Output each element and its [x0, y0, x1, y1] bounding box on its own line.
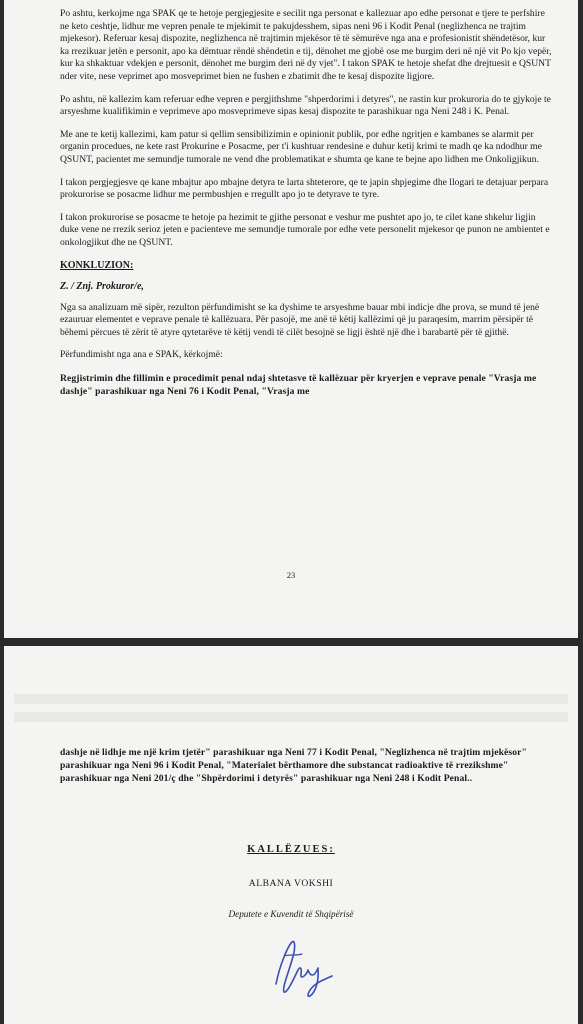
paragraph-spak-negligence: Po ashtu, kerkojme nga SPAK qe te hetoje pergjegjesite e secilit nga personat e kallezuar apo edhe personat e tjere te perfshire ne keto ceshtje, lidhur me vepren penale te mjekimit te pakujdesshem, sipas neni 96 i Kodit Penal (neglizhenca ne trajtim mjekesor). Referuar kesaj dispozite, neglizhenca në trajtimin mjekësor të të sëmurëve nga ana e profesionistit shëndetësor, kur ka rrezikuar jetën e personit, apo ka dëmtuar rëndë shëndetin e tij, dënohet me gjobë ose me burgim deri në një vit Po kjo vepër, kur ka shkaktuar vdekjen e personit, dënohet me burgim deri në dy vjet". I takon SPAK te hetoje shefat dhe drejtuesit e QSUNT nder vite, nese veprimet apo mosveprimet bien ne fushen e zbatimit dhe te kesaj dispozite ligjore. [60, 8, 552, 82]
request-intro: Përfundimisht nga ana e SPAK, kërkojmë: [60, 349, 223, 361]
signer-title: KALLËZUES: [247, 844, 335, 855]
paragraph-public-awareness: Me ane te ketij kallezimi, kam patur si qellim sensibilizimin e opinionit publik, por edhe ngritjen e kambanes se alarmit per organin procedues, ne kete rast Prokurine e Posacme, per t'i kushtuar rendesine e duhur ketij krimi te madh qe ka ndodhur me QSUNT, pacientet me semundje tumorale ne vend dhe problematikat e shumta qe kane te bejne apo lidhen me Onkoligjikun. [60, 128, 542, 165]
conclusion-heading: KONKLUZION: [60, 259, 134, 271]
paragraph-investigate-all: I takon prokurorise se posacme te hetoje pa hezimit te gjithe personat e veshur me pushtet apo jo, te cilet kane shkelur ligjin duke vene ne rrezik serioz jeten e pacienteve me semundje tumorale por edhe vete personelit mjekesor qe punon ne ambientet e onkologjikut dhe ne QSUNT. [60, 211, 550, 248]
bleed-through-line [14, 694, 568, 704]
page-number: 23 [286, 570, 296, 580]
paragraph-abuse-of-office: Po ashtu, në kallezim kam referuar edhe vepren e pergjithshme "shperdorimi i detyres", ne rastin kur prokuroria do te gjykoje te arsyeshme kualifikimin e veprimeve apo mosveprimeve sipas kesaj dispozite te parashikuar nga Neni 248 i K. Penal. [60, 93, 551, 118]
paragraph-officials-accountability: I takon pergjegjesve qe kane mbajtur apo mbajne detyra te larta shteterore, qe te japin shpjegime dhe llogari te detajuar perpara prokurorise se posacme lidhur me permbushjen e rregullt apo jo te detyrave te tyre. [60, 176, 549, 201]
document-page-24 [4, 646, 578, 1024]
signer-name: ALBANA VOKSHI [248, 878, 334, 889]
request-bold-paragraph: Regjistrimin dhe fillimin e procedimit penal ndaj shtetasve të kallëzuar për kryerjen e veprave penale "Vrasja me dashje" parashikuar nga Neni 76 i Kodit Penal, "Vrasja me [60, 372, 537, 397]
paragraph-conclusion: Nga sa analizuam më sipër, rezulton përfundimisht se ka dyshime te arsyeshme bauar mbi indicje dhe prova, se mund të jenë ezauruar elementet e veprave penale të kallëzuara. Për pasojë, me anë të këtij kallëzimi që ju paraqesim, marrim përsipër të bëhemi përcues të zërit të atyre qytetarëve të këtij vendi të cilët besojnë se ligji është një dhe i barabartë për të gjithë. [60, 301, 540, 338]
addressee-line: Z. / Znj. Prokuror/e, [60, 280, 144, 292]
document-page-23 [4, 0, 578, 638]
signer-role: Deputete e Kuvendit të Shqipërisë [228, 909, 354, 919]
request-continuation: dashje në lidhje me një krim tjetër" parashikuar nga Neni 77 i Kodit Penal, "Neglizhenca në trajtim mjekësor" parashikuar nga Neni 96 i Kodit Penal, "Materialet bërthamore dhe substancat radioaktive të rrezikshme" parashikuar nga Neni 201/ç dhe "Shpërdorimi i detyrës" parashikuar nga Neni 248 i Kodit Penal.. [60, 747, 527, 784]
bleed-through-line [14, 712, 568, 722]
handwritten-signature [262, 934, 342, 998]
